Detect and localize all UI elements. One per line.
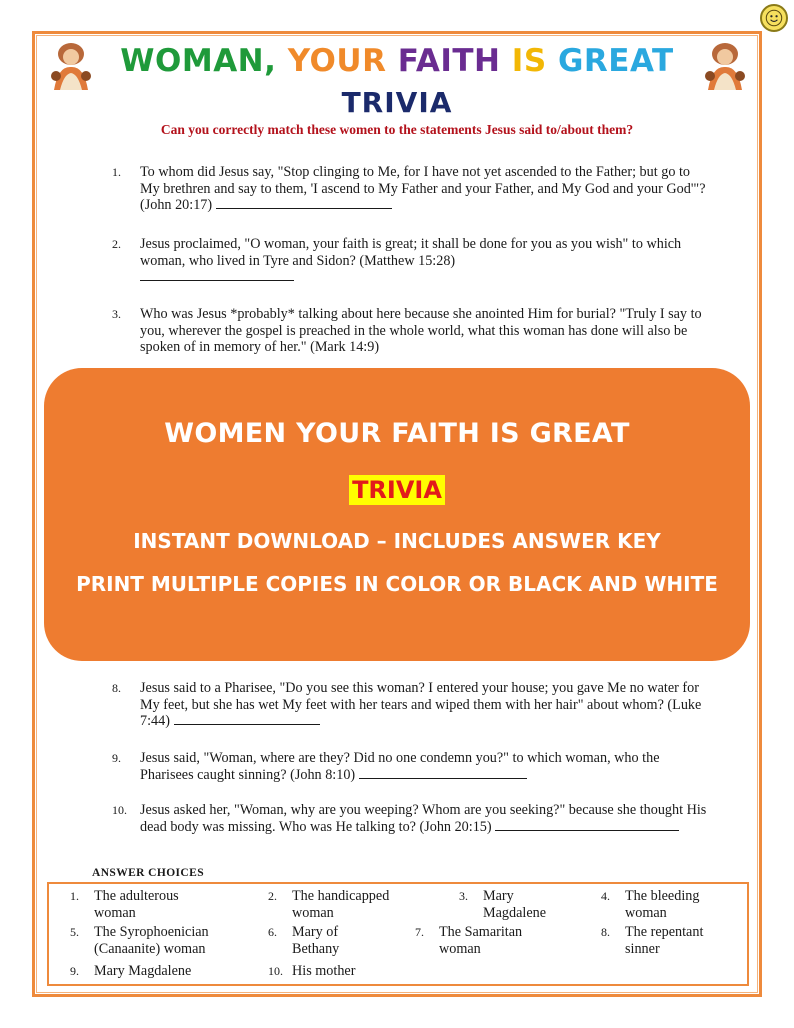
question-number: 9. (112, 751, 121, 765)
choice-text: sinner (625, 941, 660, 957)
question-number: 2. (112, 237, 121, 251)
question-item (112, 306, 712, 356)
answer-blank[interactable] (174, 713, 320, 725)
choice-number: 6. (268, 925, 277, 939)
answer-choice (70, 888, 179, 922)
choice-number: 4. (601, 889, 610, 903)
choice-text: Mary (483, 888, 514, 904)
question-item (112, 680, 712, 730)
question-item (112, 236, 712, 286)
choice-text: Mary Magdalene (94, 963, 192, 979)
question-number: 10. (112, 803, 127, 817)
choice-text: The handicapped (292, 888, 390, 904)
answer-choice (459, 888, 546, 922)
title-word: WOMAN, (120, 43, 277, 79)
answer-choice (268, 888, 389, 922)
question-text: To whom did Jesus say, "Stop clinging to Me, for I have not yet ascended to the Father; but go to My brethren and say to them, 'I ascend to My Father and your Father, and My God and your God'"? (John 20:17) (140, 164, 706, 213)
question-item (112, 802, 712, 835)
choice-text: The adulterous (94, 888, 179, 904)
title-word: YOUR (287, 43, 387, 79)
choice-number: 3. (459, 889, 468, 903)
choice-text: Mary of (292, 924, 339, 940)
promo-download-text: INSTANT DOWNLOAD – INCLUDES ANSWER KEY (133, 529, 661, 553)
question-item (112, 750, 712, 783)
choice-text: (Canaanite) woman (94, 941, 206, 957)
choice-text: woman (292, 905, 334, 921)
question-number: 3. (112, 307, 121, 321)
choice-text: woman (439, 941, 481, 957)
title-word: IS (511, 43, 547, 79)
choice-number: 9. (70, 964, 79, 978)
choice-text: woman (625, 905, 667, 921)
answer-choice (268, 963, 355, 980)
answer-blank[interactable] (495, 819, 679, 831)
answer-blank[interactable] (216, 197, 392, 209)
choice-text: The bleeding (625, 888, 700, 904)
page-title (60, 43, 734, 79)
choice-number: 5. (70, 925, 79, 939)
question-text: Jesus proclaimed, "O woman, your faith is great; it shall be done for you as you wish" to which woman, who lived in Tyre and Sidon? (Matthew 15:28) (140, 236, 682, 269)
answer-choices-heading: ANSWER CHOICES (92, 867, 204, 879)
answer-choice (601, 888, 699, 922)
answer-blank[interactable] (359, 767, 527, 779)
answer-choice (70, 963, 191, 980)
question-number: 1. (112, 165, 121, 179)
choice-text: woman (94, 905, 136, 921)
choice-text: His mother (292, 963, 356, 979)
answer-blank[interactable] (140, 269, 294, 281)
choice-number: 7. (415, 925, 424, 939)
question-text: Jesus asked her, "Woman, why are you weeping? Whom are you seeking?" because she thought His dead body was missing. Who was He talking to? (John 20:15) (140, 802, 707, 835)
answer-choice (268, 924, 339, 958)
smiley-badge-icon (760, 4, 788, 32)
title-word: GREAT (557, 43, 674, 79)
question-text: Jesus said to a Pharisee, "Do you see this woman? I entered your house; you gave Me no water for My feet, but she has wet My feet with her tears and wiped them with her hair" about whom? (Luke 7:44) (140, 680, 702, 729)
choice-text: The repentant (625, 924, 704, 940)
question-number: 8. (112, 681, 121, 695)
answer-choice (415, 924, 522, 958)
promo-print-text: PRINT MULTIPLE COPIES IN COLOR OR BLACK AND WHITE (76, 572, 718, 596)
answer-choice (601, 924, 703, 958)
choice-text: Magdalene (483, 905, 547, 921)
promo-banner (44, 368, 750, 661)
choice-number: 1. (70, 889, 79, 903)
choice-text: Bethany (292, 941, 340, 957)
choice-number: 10. (268, 964, 283, 978)
choice-number: 8. (601, 925, 610, 939)
title-word: FAITH (397, 43, 501, 79)
trivia-heading: TRIVIA (341, 86, 453, 119)
promo-trivia-label: TRIVIA (349, 475, 445, 505)
choice-text: The Samaritan (439, 924, 523, 940)
choice-number: 2. (268, 889, 277, 903)
choice-text: The Syrophoenician (94, 924, 209, 940)
instructions-subtitle: Can you correctly match these women to the statements Jesus said to/about them? (160, 122, 634, 137)
question-item (112, 164, 712, 214)
promo-title: WOMEN YOUR FAITH IS GREAT (164, 418, 630, 449)
question-text: Who was Jesus *probably* talking about here because she anointed Him for burial? "Truly I say to you, wherever the gospel is preached in the whole world, what this woman has done will also be spoken of in memory of her." (Mark 14:9) (140, 306, 702, 355)
answer-choice (70, 924, 209, 958)
question-text: Jesus said, "Woman, where are they? Did no one condemn you?" to which woman, who the Pharisees caught sinning? (John 8:10) (140, 750, 660, 783)
